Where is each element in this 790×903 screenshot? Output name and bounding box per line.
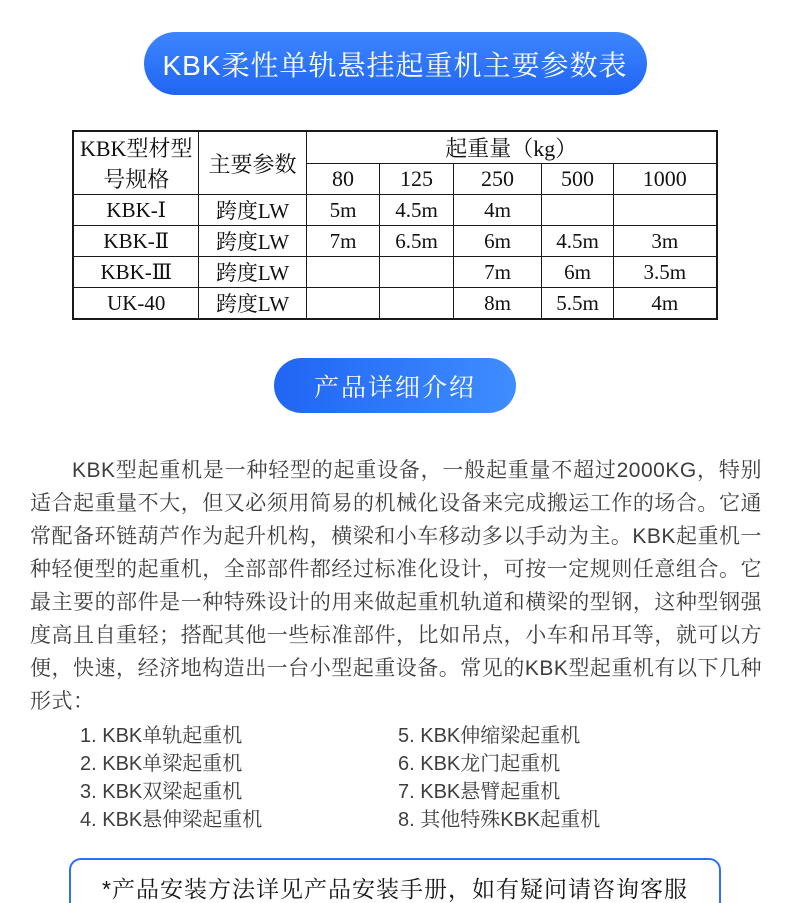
list-item: 3. KBK双梁起重机 xyxy=(80,781,243,803)
value-cell: 7m xyxy=(453,257,541,288)
value-cell: 6.5m xyxy=(379,226,453,257)
value-cell: 5.5m xyxy=(541,288,613,320)
param-cell: 跨度LW xyxy=(198,226,306,257)
list-item: 7. KBK悬臂起重机 xyxy=(398,781,561,803)
table-row xyxy=(73,288,716,320)
list-item: 8. 其他特殊KBK起重机 xyxy=(398,809,601,831)
value-cell: 7m xyxy=(306,226,379,257)
value-cell: 3m xyxy=(613,226,716,257)
list-item: 1. KBK单轨起重机 xyxy=(80,725,243,747)
col-header-param: 主要参数 xyxy=(198,131,306,195)
value-cell: 4m xyxy=(613,288,716,320)
list-item: 5. KBK伸缩梁起重机 xyxy=(398,725,581,747)
crane-type-list-right xyxy=(398,722,600,834)
crane-type-list-left xyxy=(80,722,398,834)
value-cell: 4m xyxy=(453,195,541,226)
capacity-col-500: 500 xyxy=(541,164,613,195)
value-cell xyxy=(541,195,613,226)
value-cell xyxy=(306,257,379,288)
model-cell: KBK-Ⅲ xyxy=(73,257,198,288)
value-cell: 4.5m xyxy=(541,226,613,257)
value-cell: 3.5m xyxy=(613,257,716,288)
crane-type-list xyxy=(80,722,790,834)
footer-note-text: *产品安装方法详见产品安装手册，如有疑问请咨询客服 xyxy=(102,876,688,902)
list-item: 2. KBK单梁起重机 xyxy=(80,753,243,775)
param-cell: 跨度LW xyxy=(198,288,306,320)
col-header-model: KBK型材型号规格 xyxy=(73,131,198,195)
value-cell xyxy=(379,288,453,320)
col-header-capacity: 起重量（kg） xyxy=(306,131,716,164)
value-cell: 6m xyxy=(541,257,613,288)
model-cell: UK-40 xyxy=(73,288,198,320)
value-cell: 8m xyxy=(453,288,541,320)
value-cell xyxy=(613,195,716,226)
title-banner xyxy=(144,32,647,95)
capacity-col-250: 250 xyxy=(453,164,541,195)
model-cell: KBK-Ⅰ xyxy=(73,195,198,226)
param-cell: 跨度LW xyxy=(198,195,306,226)
capacity-col-1000: 1000 xyxy=(613,164,716,195)
page-title: KBK柔性单轨悬挂起重机主要参数表 xyxy=(162,49,628,81)
table-row xyxy=(73,226,716,257)
list-item: 6. KBK龙门起重机 xyxy=(398,753,561,775)
table-row xyxy=(73,195,716,226)
value-cell: 6m xyxy=(453,226,541,257)
param-cell: 跨度LW xyxy=(198,257,306,288)
table-row xyxy=(73,257,716,288)
footer-note-box xyxy=(69,858,721,903)
value-cell: 4.5m xyxy=(379,195,453,226)
product-detail-section-button[interactable]: 产品详细介绍 xyxy=(274,358,516,413)
value-cell: 5m xyxy=(306,195,379,226)
spec-table xyxy=(72,130,717,320)
capacity-col-80: 80 xyxy=(306,164,379,195)
intro-paragraph: KBK型起重机是一种轻型的起重设备，一般起重量不超过2000KG，特别适合起重量不大，但又必须用简易的机械化设备来完成搬运工作的场合。它通常配备环链葫芦作为起升机构，横梁和小车移动多以手动为主。KBK起重机一种轻便型的起重机，全部部件都经过标准化设计，可按一定规则任意组合。它最主要的部件是一种特殊设计的用来做起重机轨道和横梁的型钢，这种型钢强度高且自重轻；搭配其他一些标准部件，比如吊点，小车和吊耳等，就可以方便，快速，经济地构造出一台小型起重设备。常见的KBK型起重机有以下几种形式： xyxy=(30,459,762,713)
value-cell xyxy=(379,257,453,288)
list-item: 4. KBK悬伸梁起重机 xyxy=(80,809,263,831)
value-cell xyxy=(306,288,379,320)
table-header-row-top xyxy=(73,131,716,164)
model-cell: KBK-Ⅱ xyxy=(73,226,198,257)
capacity-col-125: 125 xyxy=(379,164,453,195)
